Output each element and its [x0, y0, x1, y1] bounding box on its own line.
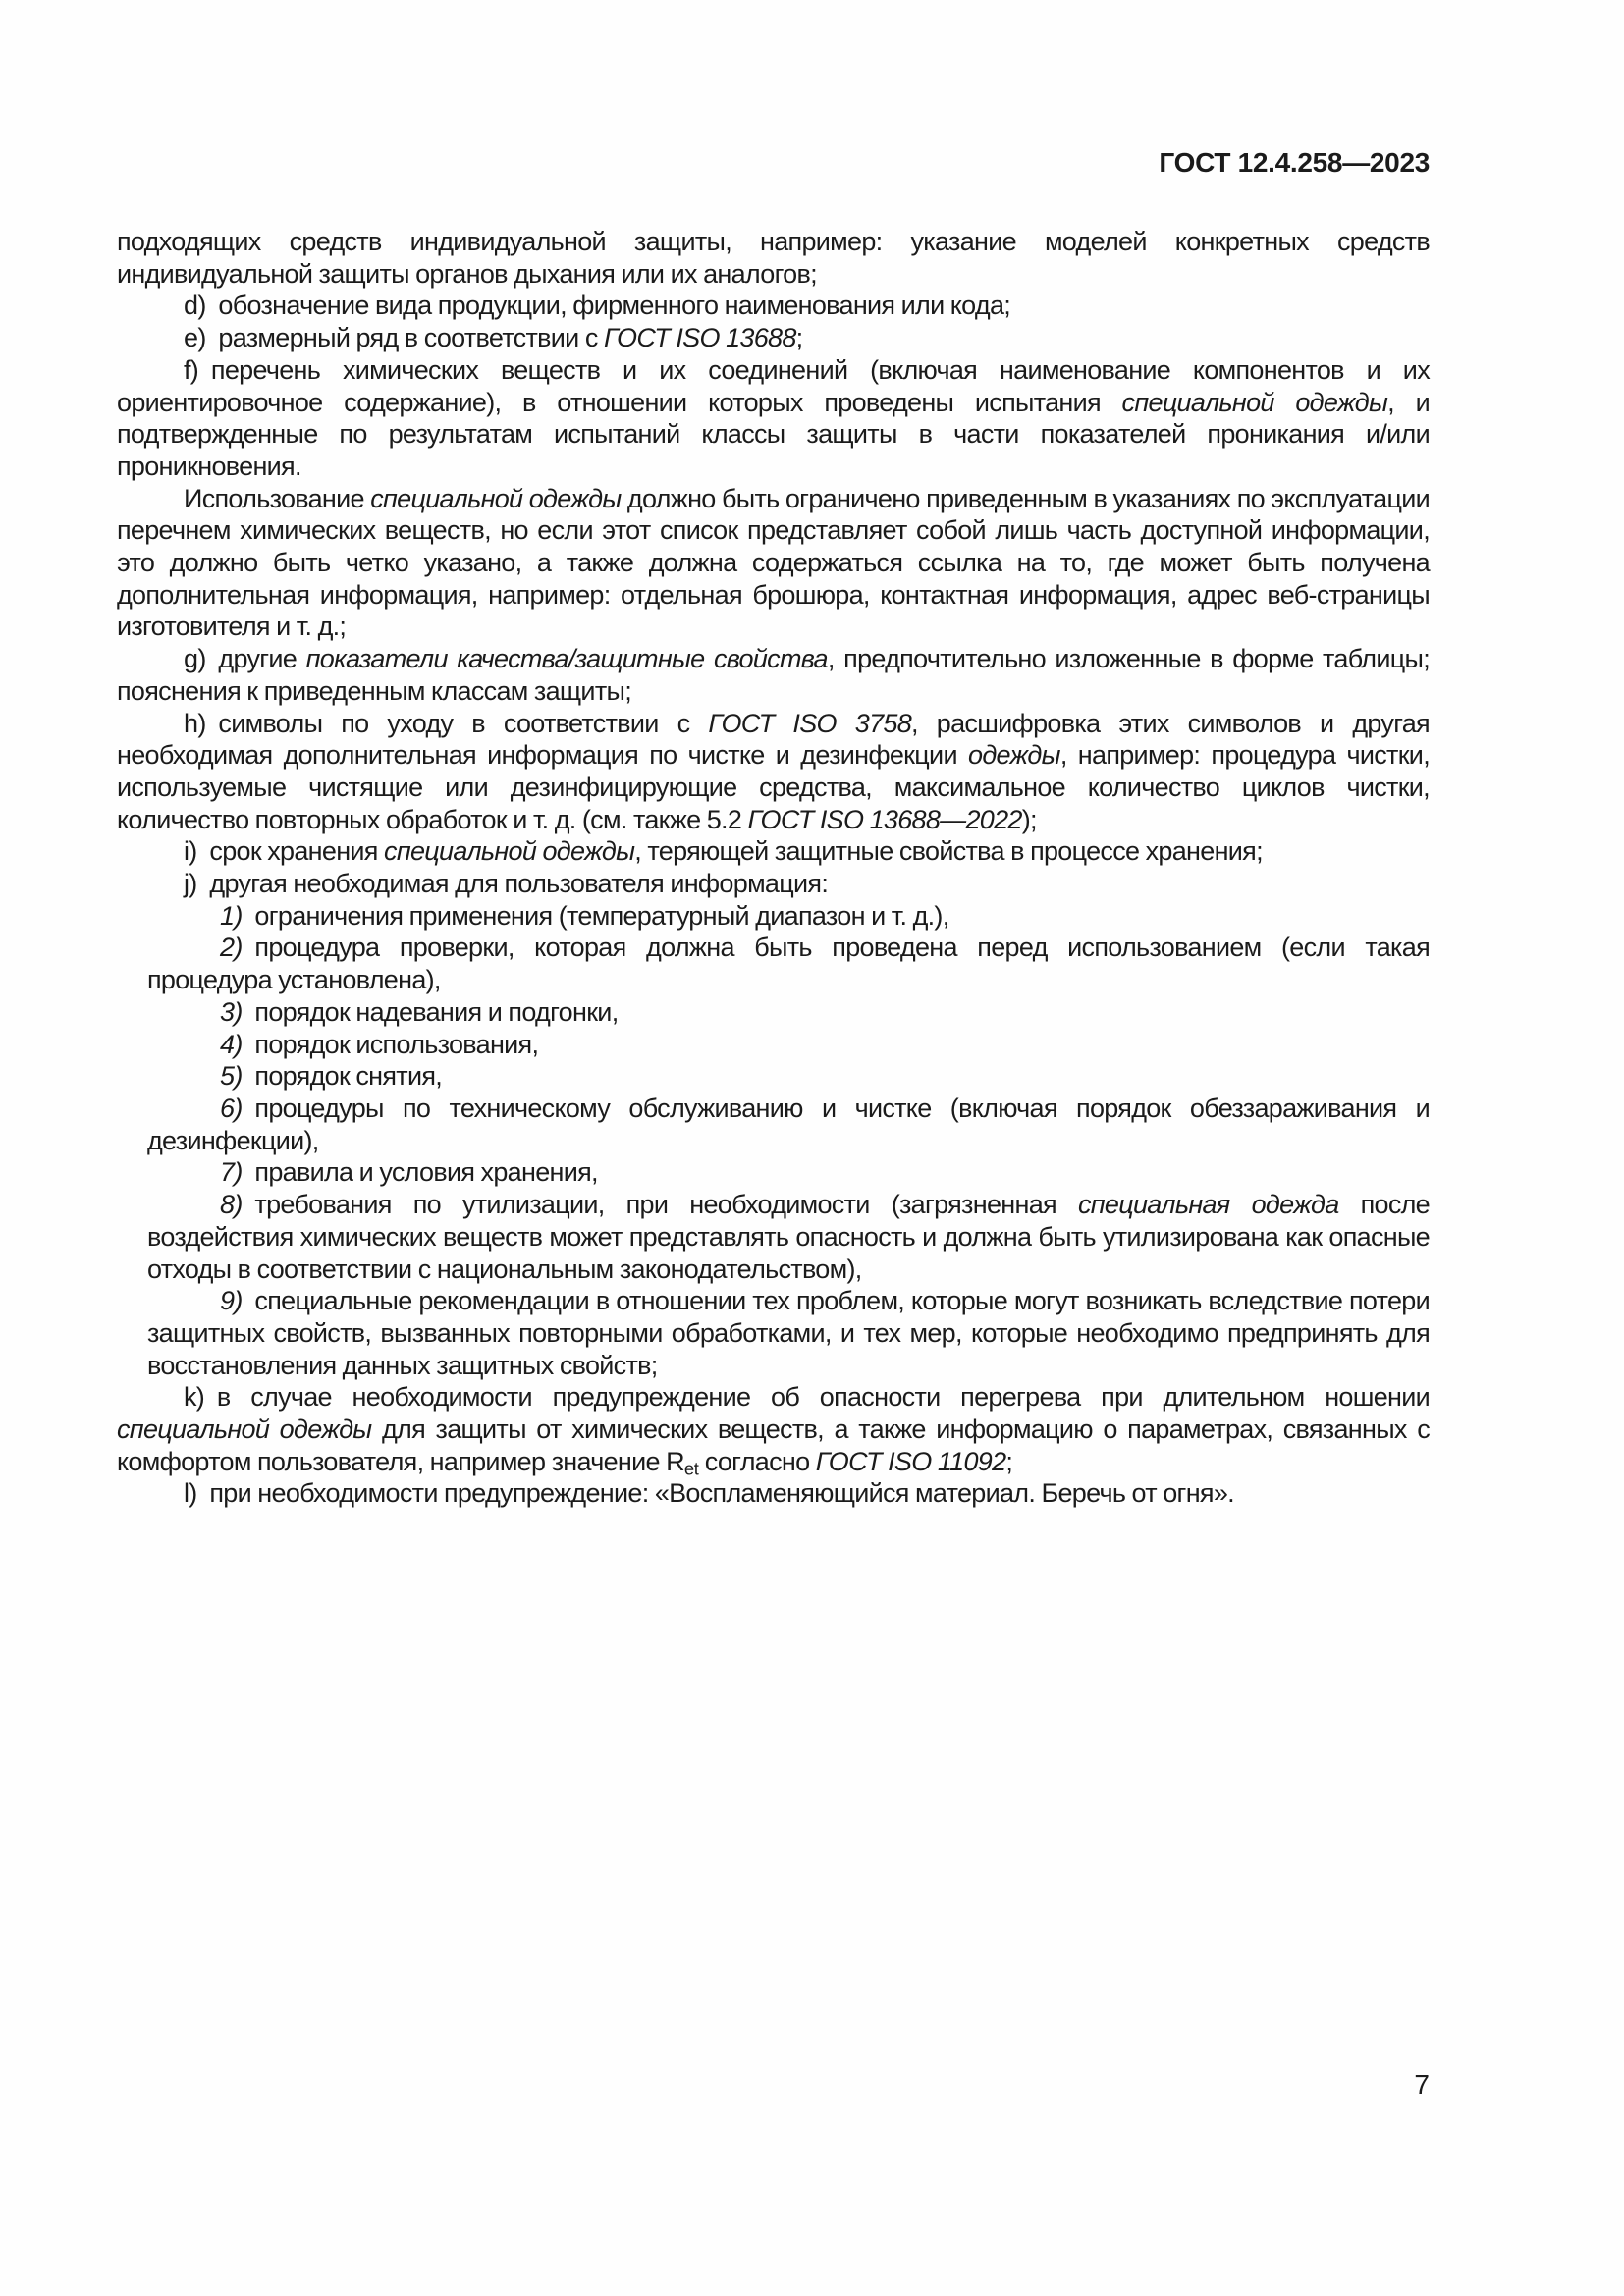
- paragraph: [117, 322, 1430, 354]
- text-segment: показатели качества/защитные свойства: [305, 644, 828, 674]
- text-segment: специальные рекомендации в отношении тех проблем, которые могут возникать вследствие потери защитных свойств, вызванных повторными обработками, и тех мер, которые необходимо предпринять для восстановления данных защитных свойств;: [147, 1286, 1430, 1380]
- text-segment: после воздействия химических веществ может представлять опасность и должна быть утилизирована как опасные отходы в соответствии с национальным законодательством),: [147, 1190, 1430, 1284]
- text-segment: , расшифровка этих символов и другая необходимая дополнительная информация по чистке и дезинфекции: [117, 708, 1430, 771]
- text-segment: 8): [220, 1190, 243, 1220]
- text-segment: j) другая необходимая для пользователя информация:: [184, 869, 829, 899]
- text-segment: 3): [220, 996, 243, 1027]
- text-segment: процедуры по техническому обслуживанию и чистке (включая порядок обеззараживания и дезинфекции),: [147, 1093, 1430, 1155]
- paragraph: [117, 1029, 1430, 1061]
- doc-number: ГОСТ 12.4.258—2023: [1159, 147, 1430, 178]
- document-body: [117, 226, 1430, 1510]
- paragraph: [117, 1060, 1430, 1093]
- text-segment: 5): [220, 1061, 243, 1092]
- text-segment: порядок использования,: [242, 1029, 539, 1059]
- text-segment: e) размерный ряд в соответствии с: [184, 323, 604, 353]
- text-segment: порядок снятия,: [242, 1061, 443, 1092]
- text-segment: правила и условия хранения,: [242, 1157, 598, 1188]
- paragraph: [117, 483, 1430, 644]
- paragraph: [117, 226, 1430, 290]
- paragraph: [117, 354, 1430, 483]
- text-segment: d) обозначение вида продукции, фирменного наименования или кода;: [184, 291, 1011, 321]
- paragraph: [117, 1189, 1430, 1285]
- text-segment: Использование: [184, 483, 371, 513]
- page-footer: [117, 2069, 1430, 2101]
- text-segment: порядок надевания и подгонки,: [242, 996, 619, 1027]
- text-segment: специальной одежды: [117, 1415, 372, 1445]
- text-segment: l) при необходимости предупреждение: «Воспламеняющийся материал. Беречь от огня».: [184, 1478, 1234, 1509]
- paragraph: [117, 996, 1430, 1029]
- text-segment: одежды: [968, 740, 1060, 771]
- text-segment: согласно: [698, 1446, 816, 1476]
- text-segment: g) другие: [184, 644, 306, 674]
- text-segment: должно быть ограничено приведенным в указаниях по эксплуатации перечнем химических веществ, но если этот список представляет собой лишь часть доступной информации, это должно быть четко указано, а также должна содержаться ссылка на то, где может быть получена дополнительная информация, например: отдельная брошюра, контактная информация, адрес веб-страницы изготовителя и т. д.;: [117, 483, 1431, 642]
- text-segment: f) перечень химических веществ и их соединений (включая наименование компонентов и их ориентировочное содержание), в отношении которых проведены испытания: [117, 354, 1430, 417]
- paragraph: [117, 835, 1430, 868]
- text-segment: 2): [220, 933, 243, 963]
- paragraph: [117, 932, 1430, 995]
- text-segment: процедура проверки, которая должна быть проведена перед использованием (если такая процедура установлена),: [147, 933, 1430, 995]
- text-segment: ;: [1005, 1446, 1013, 1476]
- page-number: 7: [1414, 2069, 1430, 2100]
- paragraph: [117, 290, 1430, 322]
- paragraph: [117, 1381, 1430, 1477]
- text-segment: специальной одежды: [384, 836, 635, 867]
- paragraph: [117, 708, 1430, 836]
- text-segment: для защиты от химических веществ, а также информацию о параметрах, связанных с комфортом пользователя, например значение R: [117, 1415, 1431, 1476]
- text-segment: , предпочтительно изложенные в форме таблицы; пояснения к приведенным классам защиты;: [117, 644, 1430, 706]
- text-segment: h) символы по уходу в соответствии с: [184, 708, 709, 738]
- paragraph: [117, 643, 1430, 707]
- text-segment: 4): [220, 1029, 243, 1059]
- text-segment: подходящих средств индивидуальной защиты, например: указание моделей конкретных средств индивидуальной защиты органов дыхания или их аналогов;: [117, 227, 1430, 289]
- text-segment: ГОСТ ISO 11092: [815, 1446, 1006, 1476]
- text-segment: 7): [220, 1157, 243, 1188]
- text-segment: 9): [220, 1286, 243, 1316]
- text-segment: специальная одежда: [1077, 1190, 1339, 1220]
- text-segment: ограничения применения (температурный диапазон и т. д.),: [242, 900, 949, 931]
- text-segment: );: [1021, 804, 1037, 834]
- page-header: [117, 147, 1430, 179]
- text-segment: 1): [220, 900, 243, 931]
- text-segment: , например: процедура чистки, используемые чистящие или дезинфицирующие средства, максимальное количество циклов чистки, количество повторных обработок и т. д. (см. также 5.2: [117, 740, 1430, 834]
- text-segment: специальной одежды: [1121, 387, 1388, 417]
- text-segment: требования по утилизации, при необходимости (загрязненная: [242, 1190, 1078, 1220]
- text-segment: ГОСТ ISO 13688—2022: [747, 804, 1022, 834]
- text-segment: 6): [220, 1093, 243, 1123]
- text-segment: ГОСТ ISO 13688: [603, 323, 796, 353]
- text-segment: et: [683, 1458, 699, 1479]
- text-segment: i) срок хранения: [184, 836, 385, 867]
- paragraph: [117, 1285, 1430, 1381]
- text-segment: , и подтвержденные по результатам испытаний классы защиты в части показателей проникания и/или проникновения.: [117, 387, 1430, 481]
- paragraph: [117, 1477, 1430, 1510]
- text-segment: ГОСТ ISO 3758: [708, 708, 912, 738]
- text-segment: , теряющей защитные свойства в процессе хранения;: [634, 836, 1263, 867]
- text-segment: специальной одежды: [370, 483, 622, 513]
- paragraph: [117, 1093, 1430, 1156]
- text-segment: ;: [795, 323, 803, 353]
- text-segment: k) в случае необходимости предупреждение об опасности перегрева при длительном ношении: [184, 1382, 1430, 1413]
- paragraph: [117, 868, 1430, 900]
- paragraph: [117, 900, 1430, 933]
- paragraph: [117, 1156, 1430, 1189]
